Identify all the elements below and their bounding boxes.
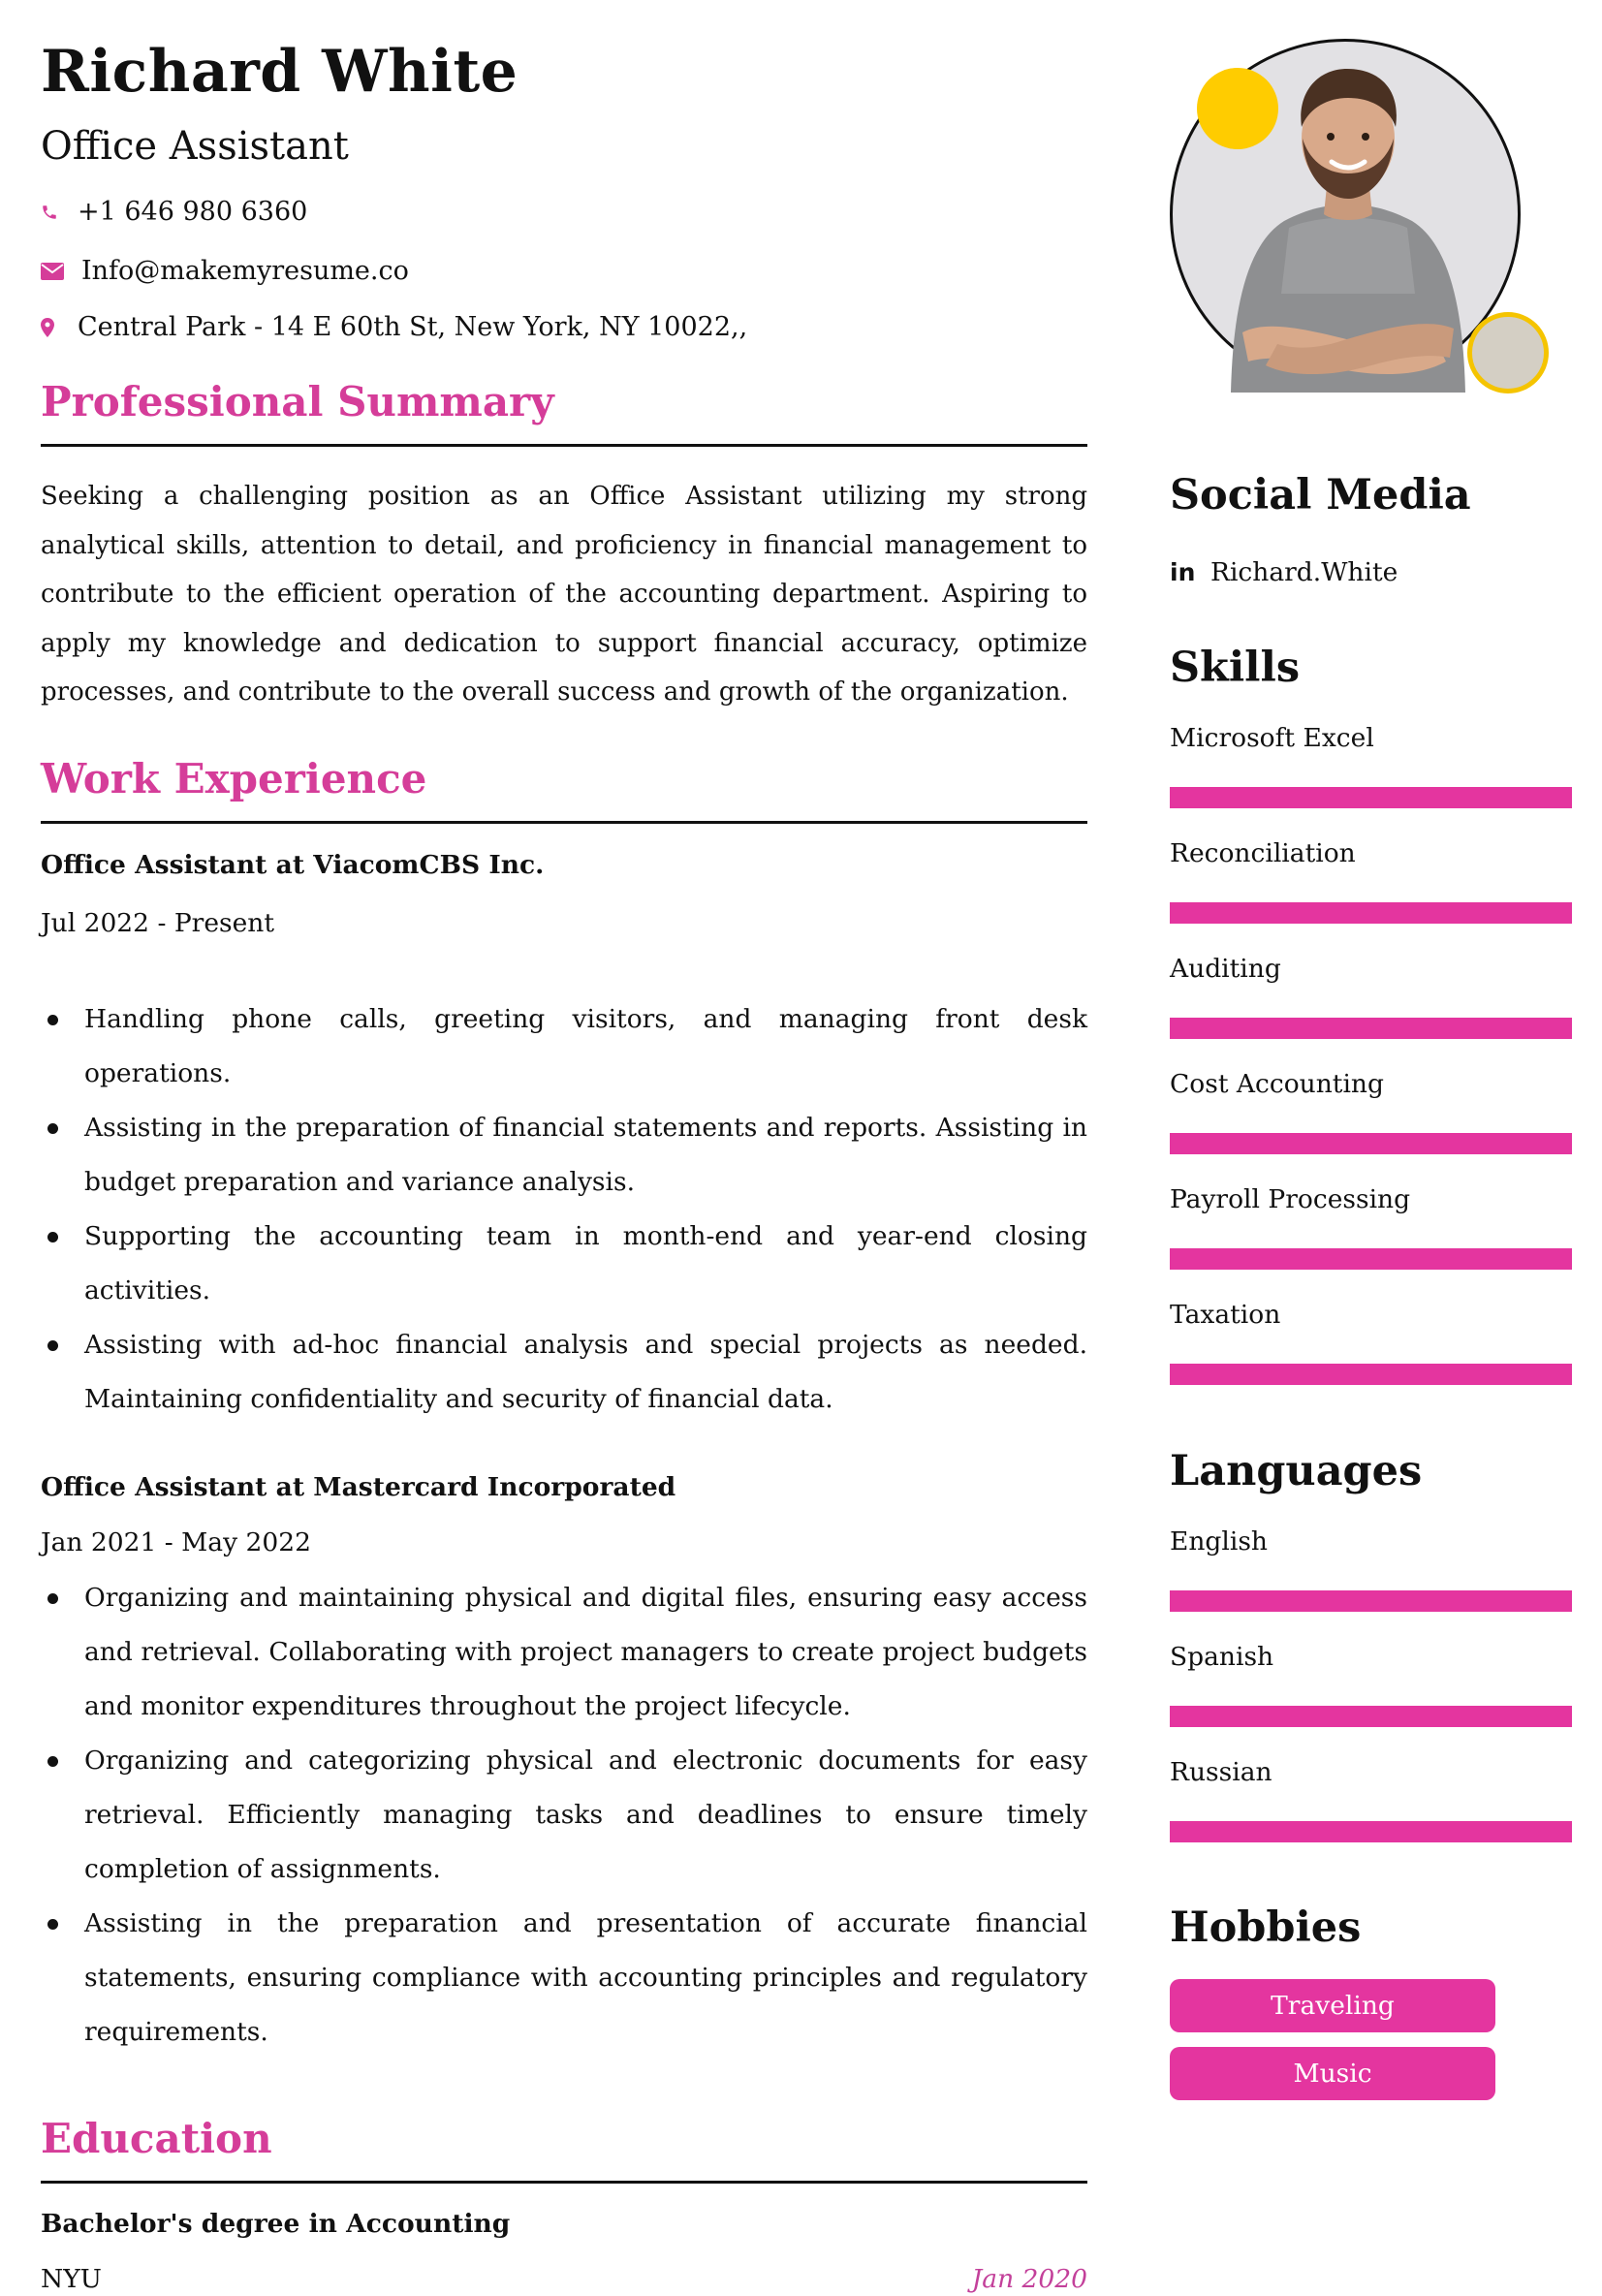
degree-title: Bachelor's degree in Accounting (41, 2208, 511, 2239)
language-bar-fill (1170, 1706, 1572, 1727)
skill-bar (1170, 1248, 1572, 1270)
skill-bar (1170, 1364, 1572, 1385)
language-bar (1170, 1706, 1572, 1727)
skills-list (1170, 722, 1572, 1385)
bullet-item: Handling phone calls, greeting visitors, and managing front desk operations. (41, 992, 1087, 1101)
language-bar (1170, 1821, 1572, 1842)
skill-bar (1170, 1133, 1572, 1154)
skill-item (1170, 953, 1572, 1039)
summary-divider (41, 444, 1087, 447)
experience-heading: Work Experience (41, 754, 427, 802)
sidebar-column (1170, 37, 1572, 2100)
job-entry (41, 849, 1087, 1427)
summary-text: Seeking a challenging position as an Office Assistant utilizing my strong analytical skills, attention to detail, and proficiency in financial management to contribute to the efficient operation of the accounting department. Aspiring to apply my knowledge and dedication to support financial accuracy, optimize processes, and contribute to the overall success and growth of the organization. (41, 482, 1087, 707)
skills-heading: Skills (1170, 644, 1301, 692)
bullet-item: Organizing and categorizing physical and electronic documents for easy retrieval. Efficiently managing tasks and deadlines to ensure timely completion of assignments. (41, 1734, 1087, 1897)
job-title: Office Assistant (41, 124, 349, 169)
skill-bar (1170, 1018, 1572, 1039)
language-bar (1170, 1590, 1572, 1612)
skill-bar-fill (1170, 902, 1572, 924)
social-link-linkedin[interactable] (1170, 556, 1572, 589)
phone-icon (41, 204, 78, 221)
language-label: Spanish (1170, 1642, 1274, 1672)
skill-bar (1170, 787, 1572, 808)
language-bar-fill (1170, 1590, 1572, 1612)
skill-label: Reconciliation (1170, 838, 1356, 868)
skill-item (1170, 837, 1572, 924)
languages-heading: Languages (1170, 1447, 1423, 1495)
linkedin-icon: in (1170, 558, 1196, 586)
hobby-tag: Music (1170, 2047, 1495, 2100)
education-row (41, 2263, 1087, 2296)
skill-item (1170, 1068, 1572, 1154)
job-entry-dates: Jul 2022 - Present (41, 907, 275, 938)
education-heading: Education (41, 2114, 272, 2162)
social-media-heading: Social Media (1170, 471, 1471, 519)
envelope-icon (41, 263, 78, 280)
education-date: Jan 2020 (971, 2263, 1087, 2294)
language-item (1170, 1525, 1572, 1612)
language-item (1170, 1756, 1572, 1842)
skill-label: Cost Accounting (1170, 1069, 1384, 1099)
hobbies-heading: Hobbies (1170, 1903, 1362, 1952)
phone-number[interactable]: +1 646 980 6360 (78, 197, 308, 227)
email-address[interactable]: Info@makemyresume.co (81, 256, 409, 286)
bullet-item: Assisting in the preparation of financial statements and reports. Assisting in budget preparation and variance analysis. (41, 1101, 1087, 1210)
skill-label: Microsoft Excel (1170, 723, 1374, 753)
job-entry-bullets (41, 992, 1087, 1427)
contact-email (41, 255, 1087, 288)
education-divider (41, 2181, 1087, 2184)
hobbies-list (1170, 1979, 1572, 2100)
skill-bar-fill (1170, 1364, 1572, 1385)
candidate-name: Richard White (41, 38, 518, 106)
skill-label: Payroll Processing (1170, 1184, 1411, 1214)
skill-bar-fill (1170, 1018, 1572, 1039)
contact-phone (41, 196, 1087, 229)
bullet-item: Assisting in the preparation and presentation of accurate financial statements, ensuring compliance with accounting principles and regulatory requirements. (41, 1897, 1087, 2060)
language-bar-fill (1170, 1821, 1572, 1842)
linkedin-handle[interactable]: Richard.White (1210, 557, 1398, 587)
contact-address (41, 311, 1087, 344)
location-pin-icon (41, 318, 78, 337)
job-entry-title: Office Assistant at ViacomCBS Inc. (41, 849, 545, 880)
language-label: Russian (1170, 1757, 1272, 1787)
skill-label: Auditing (1170, 954, 1281, 984)
skill-label: Taxation (1170, 1300, 1281, 1330)
language-item (1170, 1641, 1572, 1727)
hobby-tag: Traveling (1170, 1979, 1495, 2032)
languages-list (1170, 1525, 1572, 1842)
school-name: NYU (41, 2263, 103, 2294)
job-entry-dates: Jan 2021 - May 2022 (41, 1526, 311, 1557)
main-column (41, 37, 1087, 2296)
skill-bar-fill (1170, 787, 1572, 808)
skill-bar-fill (1170, 1133, 1572, 1154)
language-label: English (1170, 1526, 1268, 1557)
experience-divider (41, 821, 1087, 824)
bullet-item: Supporting the accounting team in month-end and year-end closing activities. (41, 1210, 1087, 1318)
bullet-item: Organizing and maintaining physical and digital files, ensuring easy access and retrieval. Collaborating with project managers to create project budgets and monitor expenditures throughout the project lifecycle. (41, 1571, 1087, 1734)
skill-item (1170, 1183, 1572, 1270)
skill-item (1170, 722, 1572, 808)
skill-bar (1170, 902, 1572, 924)
skill-item (1170, 1299, 1572, 1385)
street-address: Central Park - 14 E 60th St, New York, NY 10022,, (78, 312, 748, 342)
summary-heading: Professional Summary (41, 378, 554, 425)
skill-bar-fill (1170, 1248, 1572, 1270)
bullet-item: Assisting with ad-hoc financial analysis and special projects as needed. Maintaining confidentiality and security of financial data. (41, 1318, 1087, 1427)
job-entry (41, 1471, 1087, 2060)
job-entry-title: Office Assistant at Mastercard Incorporated (41, 1471, 676, 1502)
job-entry-bullets (41, 1571, 1087, 2060)
